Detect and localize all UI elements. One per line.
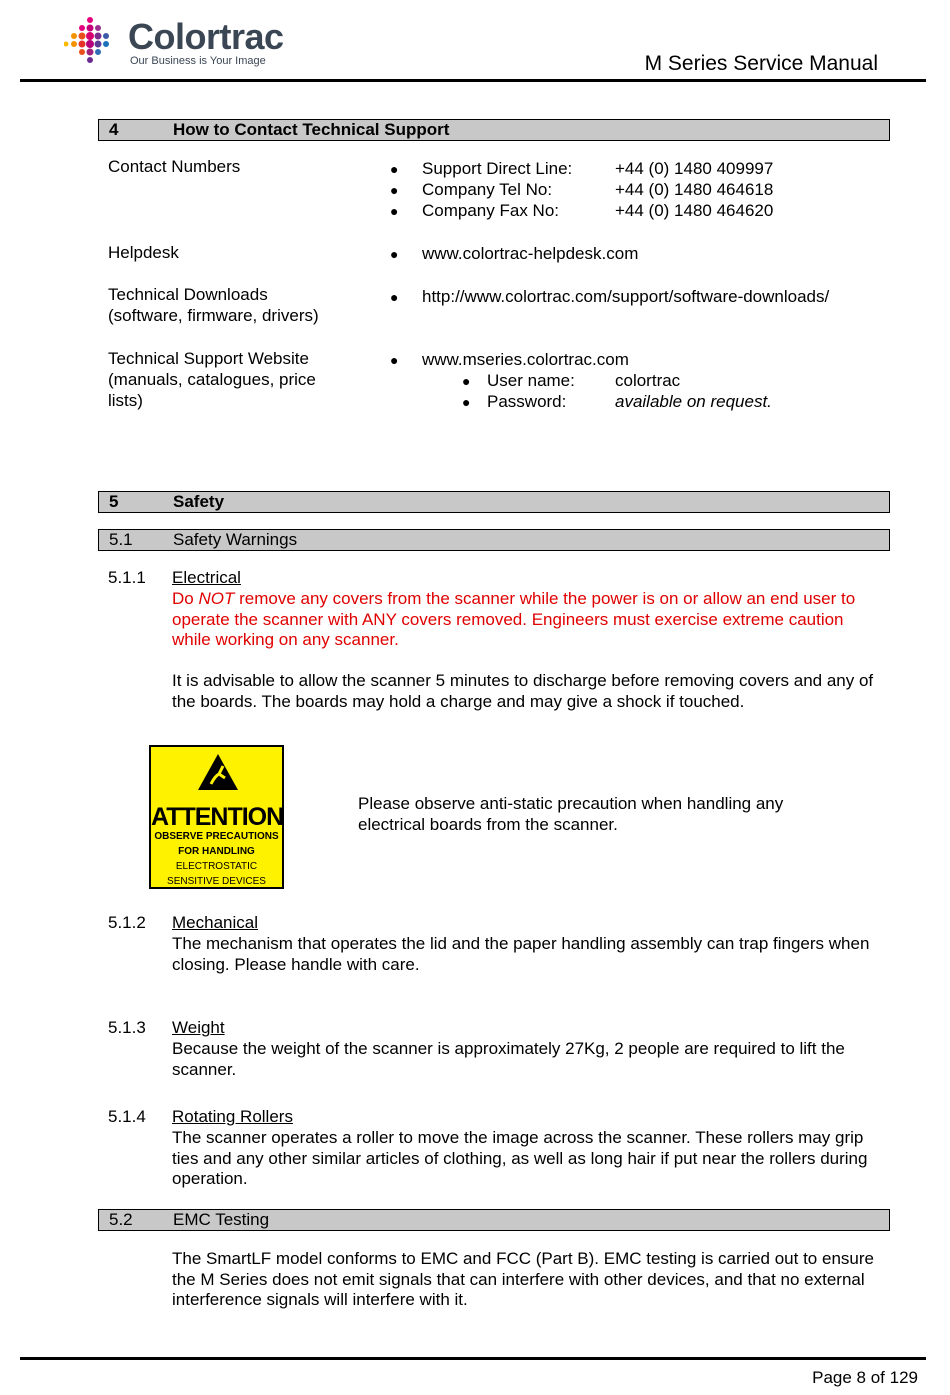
attention-line: OBSERVE PRECAUTIONS [154,831,279,842]
contact-numbers-label: Contact Numbers [108,157,241,176]
subsection-number: 5.1.4 [108,1107,146,1126]
mechanical-paragraph: The mechanism that operates the lid and the paper handling assembly can trap fingers when closing. Please handle with care. [172,934,870,974]
bullet-icon: ● [462,373,471,389]
bullet-icon: ● [390,289,399,305]
contact-value: +44 (0) 1480 464618 [615,180,774,199]
username-label: User name: [487,371,575,390]
downloads-link[interactable]: http://www.colortrac.com/support/software-downloads/ [422,287,830,306]
logo-dots-icon [64,16,124,68]
website-label-line2: (manuals, catalogues, price [108,370,316,389]
section-title: Safety [173,492,225,511]
section-number: 5.1 [109,530,133,549]
section-5-1-heading [98,529,890,551]
attention-title: ATTENTION [151,803,284,831]
attention-line: ELECTROSTATIC [175,861,258,872]
bullet-icon: ● [390,203,399,219]
password-label: Password: [487,392,567,411]
subsection-title: Mechanical [172,913,258,932]
electrical-paragraph: It is advisable to allow the scanner 5 minutes to discharge before removing covers and any of the boards. The boards may hold a charge and may give a shock if touched. [172,671,874,711]
helpdesk-label: Helpdesk [108,243,179,262]
section-4-heading [98,119,890,141]
antistatic-note: Please observe anti-static precaution when handling any electrical boards from the scanner. [358,794,784,834]
downloads-label-line1: Technical Downloads [108,285,268,304]
section-title: Safety Warnings [173,530,298,549]
website-link[interactable]: www.mseries.colortrac.com [422,350,629,369]
contact-name: Support Direct Line: [422,159,573,178]
contact-value: +44 (0) 1480 464620 [615,201,774,220]
password-value: available on request. [615,392,772,411]
rollers-paragraph: The scanner operates a roller to move the image across the scanner. These rollers may grip ties and any other similar articles of clothing, as well as long hair if put near the rollers during operation. [172,1128,868,1188]
subsection-number: 5.1.3 [108,1018,146,1037]
bullet-icon: ● [390,246,399,262]
attention-line: SENSITIVE DEVICES [167,876,266,887]
section-number: 5.2 [109,1210,133,1229]
header-rule [20,79,926,82]
section-title: EMC Testing [173,1210,270,1229]
website-label-line3: lists) [108,391,143,410]
electrical-warning: Do NOT remove any covers from the scanner while the power is on or allow an end user to operate the scanner with ANY covers removed. Engineers must exercise extreme caution while working on any scanner. [172,589,856,649]
footer-rule [20,1357,926,1360]
section-5-2-heading [98,1209,890,1231]
page-number: Page 8 of 129 [812,1368,918,1387]
subsection-number: 5.1.1 [108,568,146,587]
website-label-line1: Technical Support Website [108,349,309,368]
contact-value: +44 (0) 1480 409997 [615,159,774,178]
attention-line: FOR HANDLING [178,846,255,857]
bullet-icon: ● [390,182,399,198]
downloads-label-line2: (software, firmware, drivers) [108,306,319,325]
subsection-title: Rotating Rollers [172,1107,293,1126]
section-number: 4 [109,120,119,139]
bullet-icon: ● [390,161,399,177]
contact-name: Company Tel No: [422,180,553,199]
subsection-number: 5.1.2 [108,913,146,932]
bullet-icon: ● [390,352,399,368]
username-value: colortrac [615,371,681,390]
subsection-title: Weight [172,1018,225,1037]
esd-attention-label [149,745,284,889]
bullet-icon: ● [462,394,471,410]
subsection-title: Electrical [172,568,241,587]
weight-paragraph: Because the weight of the scanner is approximately 27Kg, 2 people are required to lift the scanner. [172,1039,845,1079]
logo-tagline: Our Business is Your Image [130,55,266,67]
esd-warning-icon [197,753,239,791]
emc-paragraph: The SmartLF model conforms to EMC and FCC (Part B). EMC testing is carried out to ensure the M Series does not emit signals that can interfere with other devices, and that no external interference signals will interfere with it. [172,1249,874,1309]
document-title: M Series Service Manual [644,52,878,75]
logo-wordmark: Colortrac [128,16,284,57]
section-number: 5 [109,492,119,511]
contact-name: Company Fax No: [422,201,559,220]
helpdesk-link[interactable]: www.colortrac-helpdesk.com [422,244,639,263]
section-title: How to Contact Technical Support [173,120,450,139]
section-5-heading [98,491,890,513]
